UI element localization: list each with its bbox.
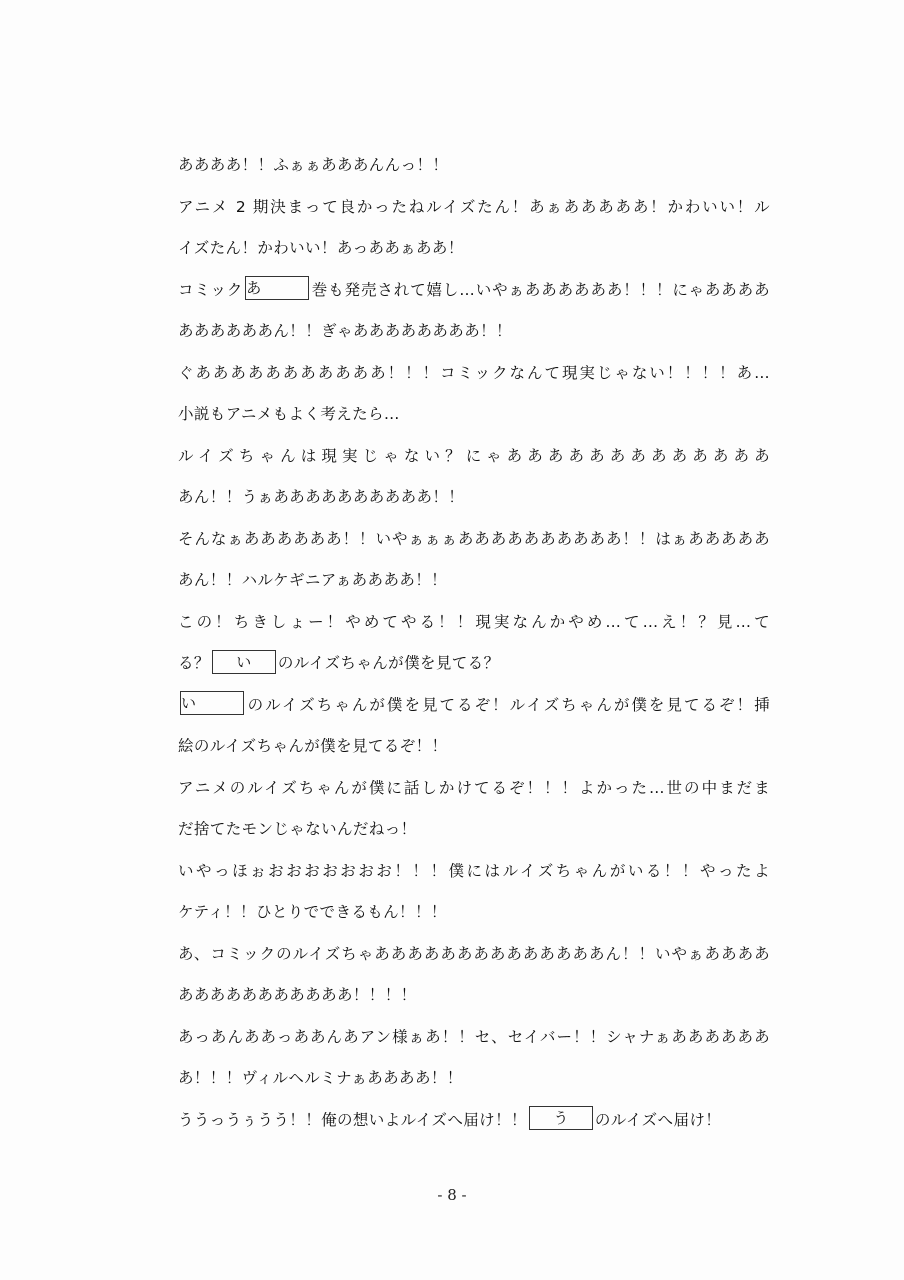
text-line <box>178 934 770 976</box>
text-segment: 巻も発売されて嬉し…いやぁああああああ！！！にゃああああ <box>311 280 770 299</box>
text-line <box>178 187 770 229</box>
text-line <box>178 394 778 436</box>
text-segment: そんなぁああああああ！！いやぁぁぁああああああああああ！！はぁあああああ <box>178 529 770 548</box>
text-segment: あん！！ハルケギニアぁああああ！！ <box>178 571 448 589</box>
text-line <box>178 685 770 727</box>
text-line <box>178 1017 770 1059</box>
text-line <box>178 643 778 685</box>
text-line <box>178 436 770 478</box>
text-segment: のルイズちゃんが僕を見てるぞ！ルイズちゃんが僕を見てるぞ！挿 <box>246 695 770 714</box>
text-segment: ううっうぅうう！！俺の想いよルイズへ届け！！ <box>178 1110 527 1129</box>
text-segment: ケティ！！ひとりでできるもん！！！ <box>178 903 447 921</box>
text-line <box>178 519 770 561</box>
text-line <box>178 228 778 270</box>
text-segment: この！ちきしょー！やめてやる！！現実なんかやめ…て…え！？見…て <box>178 612 770 631</box>
text-line <box>178 560 778 602</box>
text-line <box>178 311 778 353</box>
text-segment: あ！！！ヴィルヘルミナぁああああ！！ <box>178 1069 463 1087</box>
text-segment: あん！！うぁああああああああああ！！ <box>178 488 465 506</box>
text-line <box>178 809 778 851</box>
text-segment: る？ <box>178 654 210 672</box>
text-line <box>178 975 778 1017</box>
text-segment: いやっほぉおおおおおおお！！！僕にはルイズちゃんがいる！！やったよ <box>178 861 770 880</box>
text-line <box>178 851 770 893</box>
answer-blank-box: い <box>212 650 276 674</box>
text-segment: あ、コミックのルイズちゃああああああああああああああん！！いやぁああああ <box>178 944 770 963</box>
text-line <box>178 1058 778 1100</box>
text-line <box>178 768 770 810</box>
answer-blank-box: い <box>180 691 244 715</box>
answer-blank-box: う <box>529 1106 593 1130</box>
text-line <box>178 353 770 395</box>
text-segment: ルイズちゃんは現実じゃない？にゃあああああああああああああ <box>178 446 770 465</box>
text-line <box>178 1100 778 1142</box>
text-segment: あっあんああっああんあアン様ぁあ！！セ、セイバー！！シャナぁああああああ <box>178 1027 770 1046</box>
text-segment: ああああ！！ふぁぁあああんんっ！！ <box>178 156 449 174</box>
text-segment: ああああああん！！ぎゃああああああああ！！ <box>178 322 512 340</box>
text-segment: イズたん！かわいい！あっああぁああ！ <box>178 239 464 257</box>
text-line <box>178 892 778 934</box>
page-number: - 8 - <box>437 1186 467 1204</box>
text-line <box>178 270 770 312</box>
text-segment: だ捨てたモンじゃないんだねっ！ <box>178 820 417 838</box>
text-segment: コミック <box>178 280 244 299</box>
text-line <box>178 726 778 768</box>
text-segment: アニメのルイズちゃんが僕に話しかけてるぞ！！！よかった…世の中まだま <box>178 778 770 797</box>
answer-blank-box: あ <box>245 276 309 300</box>
text-segment: ぐあああああああああああ！！！コミックなんて現実じゃない！！！！あ… <box>178 363 770 382</box>
text-line <box>178 145 778 187</box>
body-text <box>178 145 778 1141</box>
text-line <box>178 602 770 644</box>
text-segment: のルイズちゃんが僕を見てる？ <box>277 654 500 672</box>
text-segment: あああああああああああ！！！！ <box>178 986 417 1004</box>
text-segment: 絵のルイズちゃんが僕を見てるぞ！！ <box>178 737 448 755</box>
text-line <box>178 477 778 519</box>
text-segment: のルイズへ届け！ <box>594 1110 722 1129</box>
text-segment: アニメ 2 期決まって良かったねルイズたん！あぁあああああ！かわいい！ル <box>178 197 770 216</box>
text-segment: 小説もアニメもよく考えたら… <box>178 405 400 423</box>
